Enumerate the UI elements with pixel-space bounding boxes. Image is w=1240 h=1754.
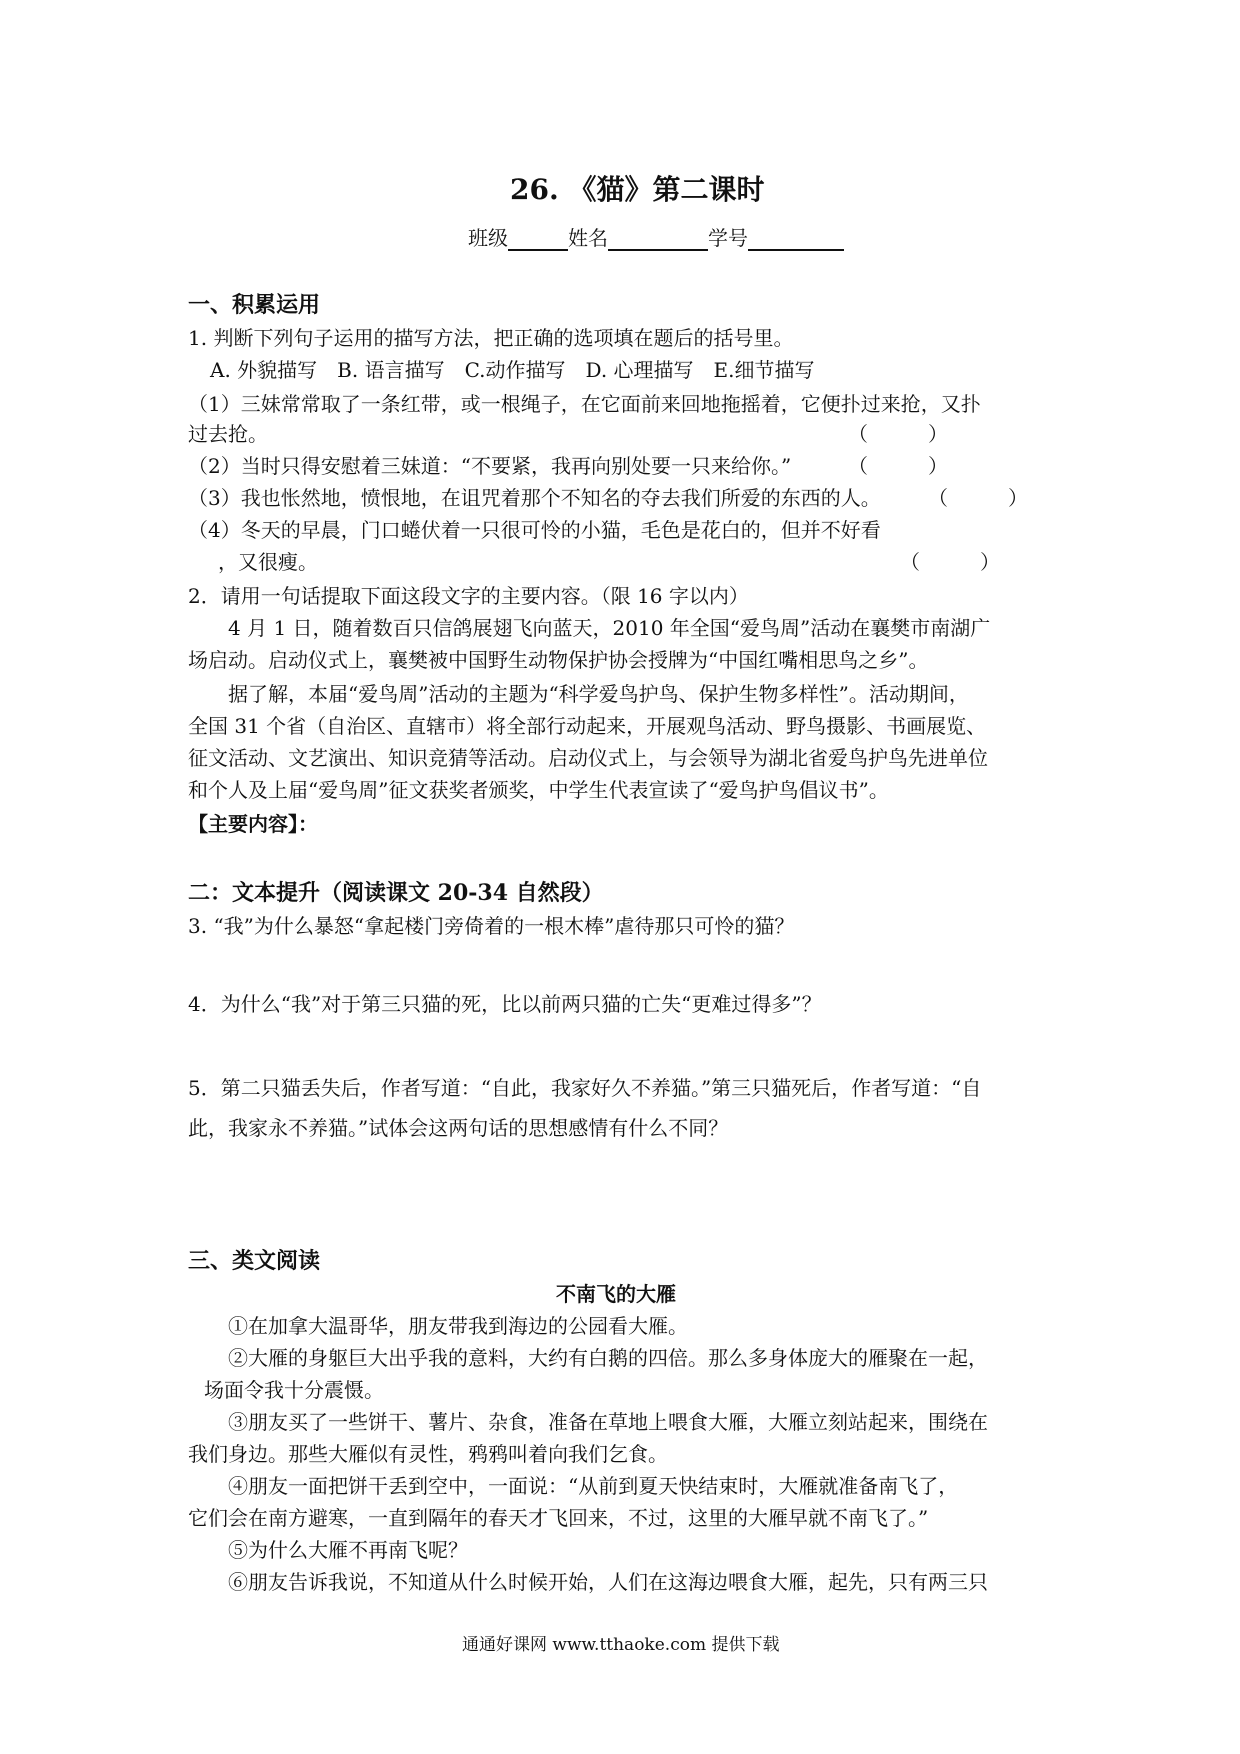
q1-sentence-3: （3）我也怅然地，愤恨地，在诅咒着那个不知名的夺去我们所爱的东西的人。: [188, 486, 881, 510]
article-paragraph-4-line-2: 它们会在南方避寒，一直到隔年的春天才飞回来，不过，这里的大雁早就不南飞了。”: [188, 1506, 929, 1530]
article-paragraph-4-line-1: ④朋友一面把饼干丢到空中，一面说：“从前到夏天快结束时，大雁就准备南飞了，: [228, 1474, 959, 1498]
section-3-heading: 三、类文阅读: [188, 1248, 321, 1274]
q1-stem: 1. 判断下列句子运用的描写方法，把正确的选项填在题后的括号里。: [188, 326, 794, 350]
q1-answer-bracket-3[interactable]: （ ）: [928, 486, 1028, 510]
section-2-heading: 二：文本提升（阅读课文 20-34 自然段）: [188, 880, 604, 906]
class-label: 班级: [468, 226, 508, 250]
q1-sentence-1-line-1: （1）三妹常常取了一条红带，或一根绳子，在它面前来回地拖摇着，它便扑过来抢，又扑: [188, 392, 981, 416]
q2-passage-p1-line-1: 4 月 1 日，随着数百只信鸽展翅飞向蓝天，2010 年全国“爱鸟周”活动在襄樊市南湖广: [228, 616, 991, 640]
q1-answer-bracket-1[interactable]: （ ）: [848, 422, 948, 446]
article-paragraph-1: ①在加拿大温哥华，朋友带我到海边的公园看大雁。: [228, 1314, 688, 1338]
page-title: 26. 《猫》第二课时: [510, 173, 765, 206]
article-paragraph-3-line-2: 我们身边。那些大雁似有灵性，鸦鸦叫着向我们乞食。: [188, 1442, 668, 1466]
q5-line-1: 5．第二只猫丢失后，作者写道：“自此，我家好久不养猫。”第三只猫死后，作者写道：“自: [188, 1076, 982, 1100]
q1-sentence-2: （2）当时只得安慰着三妹道：“不要紧，我再向别处要一只来给你。”: [188, 454, 792, 478]
article-paragraph-2-line-2: 场面令我十分震慑。: [204, 1378, 384, 1402]
q1-sentence-1-line-2: 过去抢。: [188, 422, 268, 446]
section-1-heading: 一、积累运用: [188, 292, 321, 318]
name-blank[interactable]: [608, 227, 708, 251]
page-footer: 通通好课网 www.tthaoke.com 提供下载: [462, 1635, 780, 1655]
article-paragraph-3-line-1: ③朋友买了一些饼干、薯片、杂食，准备在草地上喂食大雁，大雁立刻站起来，围绕在: [228, 1410, 988, 1434]
id-blank[interactable]: [748, 227, 844, 251]
q2-passage-p2-line-1: 据了解，本届“爱鸟周”活动的主题为“科学爱鸟护鸟、保护生物多样性”。活动期间，: [228, 682, 969, 706]
article-title: 不南飞的大雁: [556, 1282, 676, 1306]
q2-passage-p1-line-2: 场启动。启动仪式上，襄樊被中国野生动物保护协会授牌为“中国红嘴相思鸟之乡”。: [188, 648, 929, 672]
student-info-row: [468, 222, 844, 251]
q2-answer-label: 【主要内容】：: [188, 812, 318, 836]
q2-passage-p2-line-2: 全国 31 个省（自治区、直辖市）将全部行动起来，开展观鸟活动、野鸟摄影、书画展览、: [188, 714, 987, 738]
q1-sentence-4-line-1: （4）冬天的早晨，门口蜷伏着一只很可怜的小猫，毛色是花白的，但并不好看: [188, 518, 881, 542]
article-paragraph-2-line-1: ②大雁的身躯巨大出乎我的意料，大约有白鹅的四倍。那么多身体庞大的雁聚在一起，: [228, 1346, 988, 1370]
q5-line-2: 此，我家永不养猫。”试体会这两句话的思想感情有什么不同？: [188, 1116, 729, 1140]
q1-answer-bracket-4[interactable]: （ ）: [900, 550, 1000, 574]
q2-passage-p2-line-3: 征文活动、文艺演出、知识竞猜等活动。启动仪式上，与会领导为湖北省爱鸟护鸟先进单位: [188, 746, 988, 770]
q2-passage-p2-line-4: 和个人及上届“爱鸟周”征文获奖者颁奖，中学生代表宣读了“爱鸟护鸟倡议书”。: [188, 778, 889, 802]
article-paragraph-5: ⑤为什么大雁不再南飞呢？: [228, 1538, 468, 1562]
article-paragraph-6: ⑥朋友告诉我说，不知道从什么时候开始，人们在这海边喂食大雁，起先，只有两三只: [228, 1570, 988, 1594]
q1-answer-bracket-2[interactable]: （ ）: [848, 454, 948, 478]
q2-stem: 2．请用一句话提取下面这段文字的主要内容。（限 16 字以内）: [188, 584, 749, 608]
q1-options: A. 外貌描写 B. 语言描写 C.动作描写 D. 心理描写 E.细节描写: [210, 358, 815, 382]
name-label: 姓名: [568, 226, 608, 250]
q4-text: 4．为什么“我”对于第三只猫的死，比以前两只猫的亡失“更难过得多”？: [188, 992, 822, 1016]
q3-text: 3. “我”为什么暴怒“拿起楼门旁倚着的一根木棒”虐待那只可怜的猫？: [188, 914, 795, 938]
id-label: 学号: [708, 226, 748, 250]
class-blank[interactable]: [508, 227, 568, 251]
q1-sentence-4-line-2: ，又很瘦。: [218, 550, 318, 574]
